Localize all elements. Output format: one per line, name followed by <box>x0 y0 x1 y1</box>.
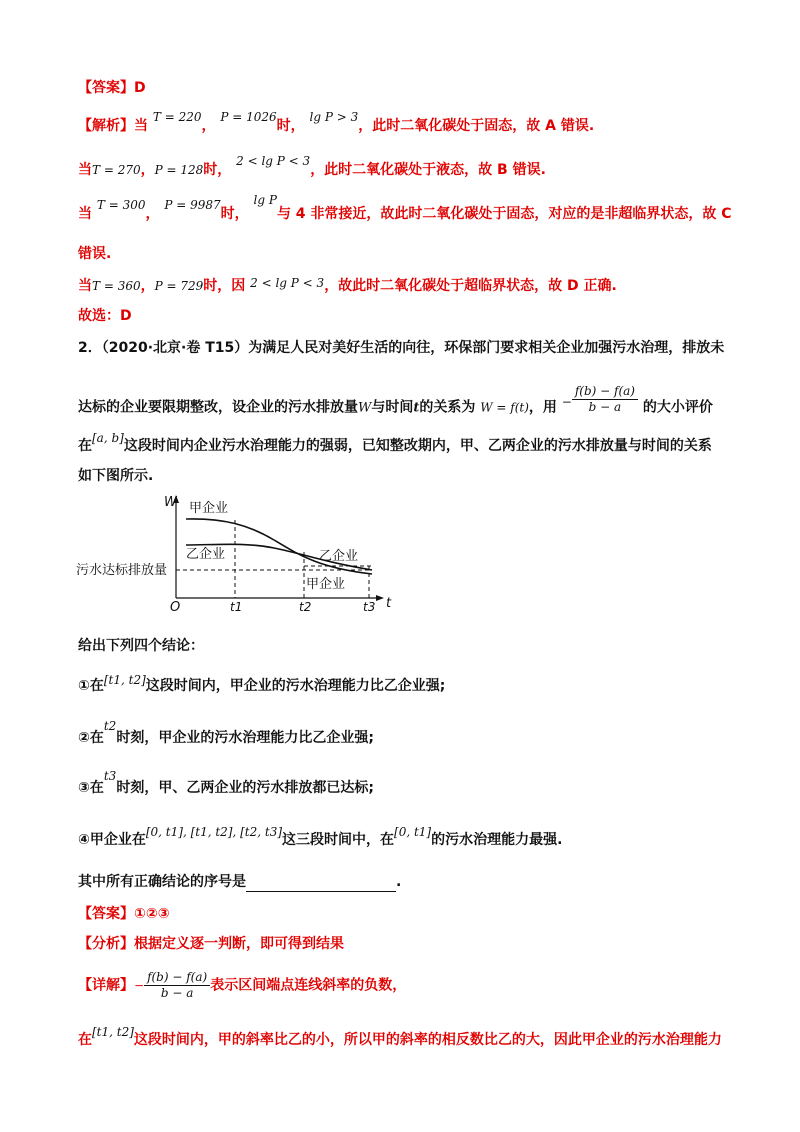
conclusions-intro: 给出下列四个结论： <box>78 638 204 654</box>
analysis-line-3b: 错误. <box>78 246 112 262</box>
conclusion-1: ①在[t1, t2]这段时间内，甲企业的污水治理能力比乙企业强; <box>78 673 446 694</box>
tick-t1: t1 <box>230 600 243 614</box>
fraction-formula: $\frac{f(b) - f(a)}{b - a}$ <box>572 384 638 415</box>
series-b-label: 乙企业 <box>186 547 226 562</box>
series-b-label-right: 乙企业 <box>319 549 359 564</box>
answer-1: 【答案】D <box>78 80 146 96</box>
conclusion-3: ③在t3时刻，甲、乙两企业的污水排放都已达标; <box>78 769 374 796</box>
question-2-line-3: 在[a, b]这段时间内企业污水治理能力的强弱，已知整改期内，甲、乙两企业的污水排放量与时间的关系 <box>78 431 712 454</box>
question-2-line-2: 达标的企业要限期整改，设企业的污水排放量W与时间t的关系为 W = f(t)，用 − $\frac{f(b) - f(a)}{b - a}$ 的大小评价 <box>78 384 713 416</box>
question-2-line-1: 2．（2020·北京·卷 T15）为满足人民对美好生活的向往，环保部门要求相关企业加强污水治理，排放未 <box>78 340 725 356</box>
tick-t2: t2 <box>299 600 312 614</box>
series-a-label-right: 甲企业 <box>306 577 346 592</box>
ask-line: 其中所有正确结论的序号是 . <box>78 874 402 890</box>
analysis-line-2: 当T = 270，P = 128时， 2 < lg P < 3，此时二氧化碳处于液态，故 B 错误. <box>78 154 546 178</box>
emission-graph <box>74 490 404 615</box>
tick-t3: t3 <box>363 600 376 614</box>
fenxi-line: 【分析】根据定义逐一判断，即可得到结果 <box>78 936 344 952</box>
analysis-line-1: 【解析】当 T = 220， P = 1026时， lg P > 3，此时二氧化碳处于固态，故 A 错误. <box>78 110 595 134</box>
conclusion-4: ④甲企业在[0, t1], [t1, t2], [t2, t3]这三段时间中，在[0, t1]的污水治理能力最强. <box>78 825 563 848</box>
analysis-line-3: 当 T = 300， P = 9987时， lg P与 4 非常接近，故此时二氧化碳处于固态，对应的是非超临界状态，故 C <box>78 193 732 222</box>
origin-label: O <box>170 600 181 615</box>
question-2-line-4: 如下图所示. <box>78 468 154 484</box>
y-axis-label: W <box>164 495 177 510</box>
xiangjie-line-2: 在[t1, t2]这段时间内，甲的斜率比乙的小，所以甲的斜率的相反数比乙的大，因此甲企业的污水治理能力 <box>78 1025 722 1048</box>
analysis-line-4: 当T = 360，P = 729时，因 2 < lg P < 3，故此时二氧化碳处于超临界状态，故 D 正确. <box>78 276 617 294</box>
conclusion-2: ②在t2时刻，甲企业的污水治理能力比乙企业强; <box>78 719 374 746</box>
x-axis-label: t <box>386 596 392 611</box>
x-axis-arrow <box>376 595 384 601</box>
series-a-label: 甲企业 <box>189 501 229 516</box>
answer-2: 【答案】①②③ <box>78 906 170 922</box>
choice-line: 故选：D <box>78 308 132 324</box>
answer-blank <box>246 877 396 892</box>
standard-label: 污水达标排放量 <box>76 563 168 578</box>
xiangjie-line-1: 【详解】− $\frac{f(b) - f(a)}{b - a}$ 表示区间端点连线斜率的负数， <box>78 970 407 1000</box>
xiangjie-fraction: $\frac{f(b) - f(a)}{b - a}$ <box>144 970 210 1001</box>
